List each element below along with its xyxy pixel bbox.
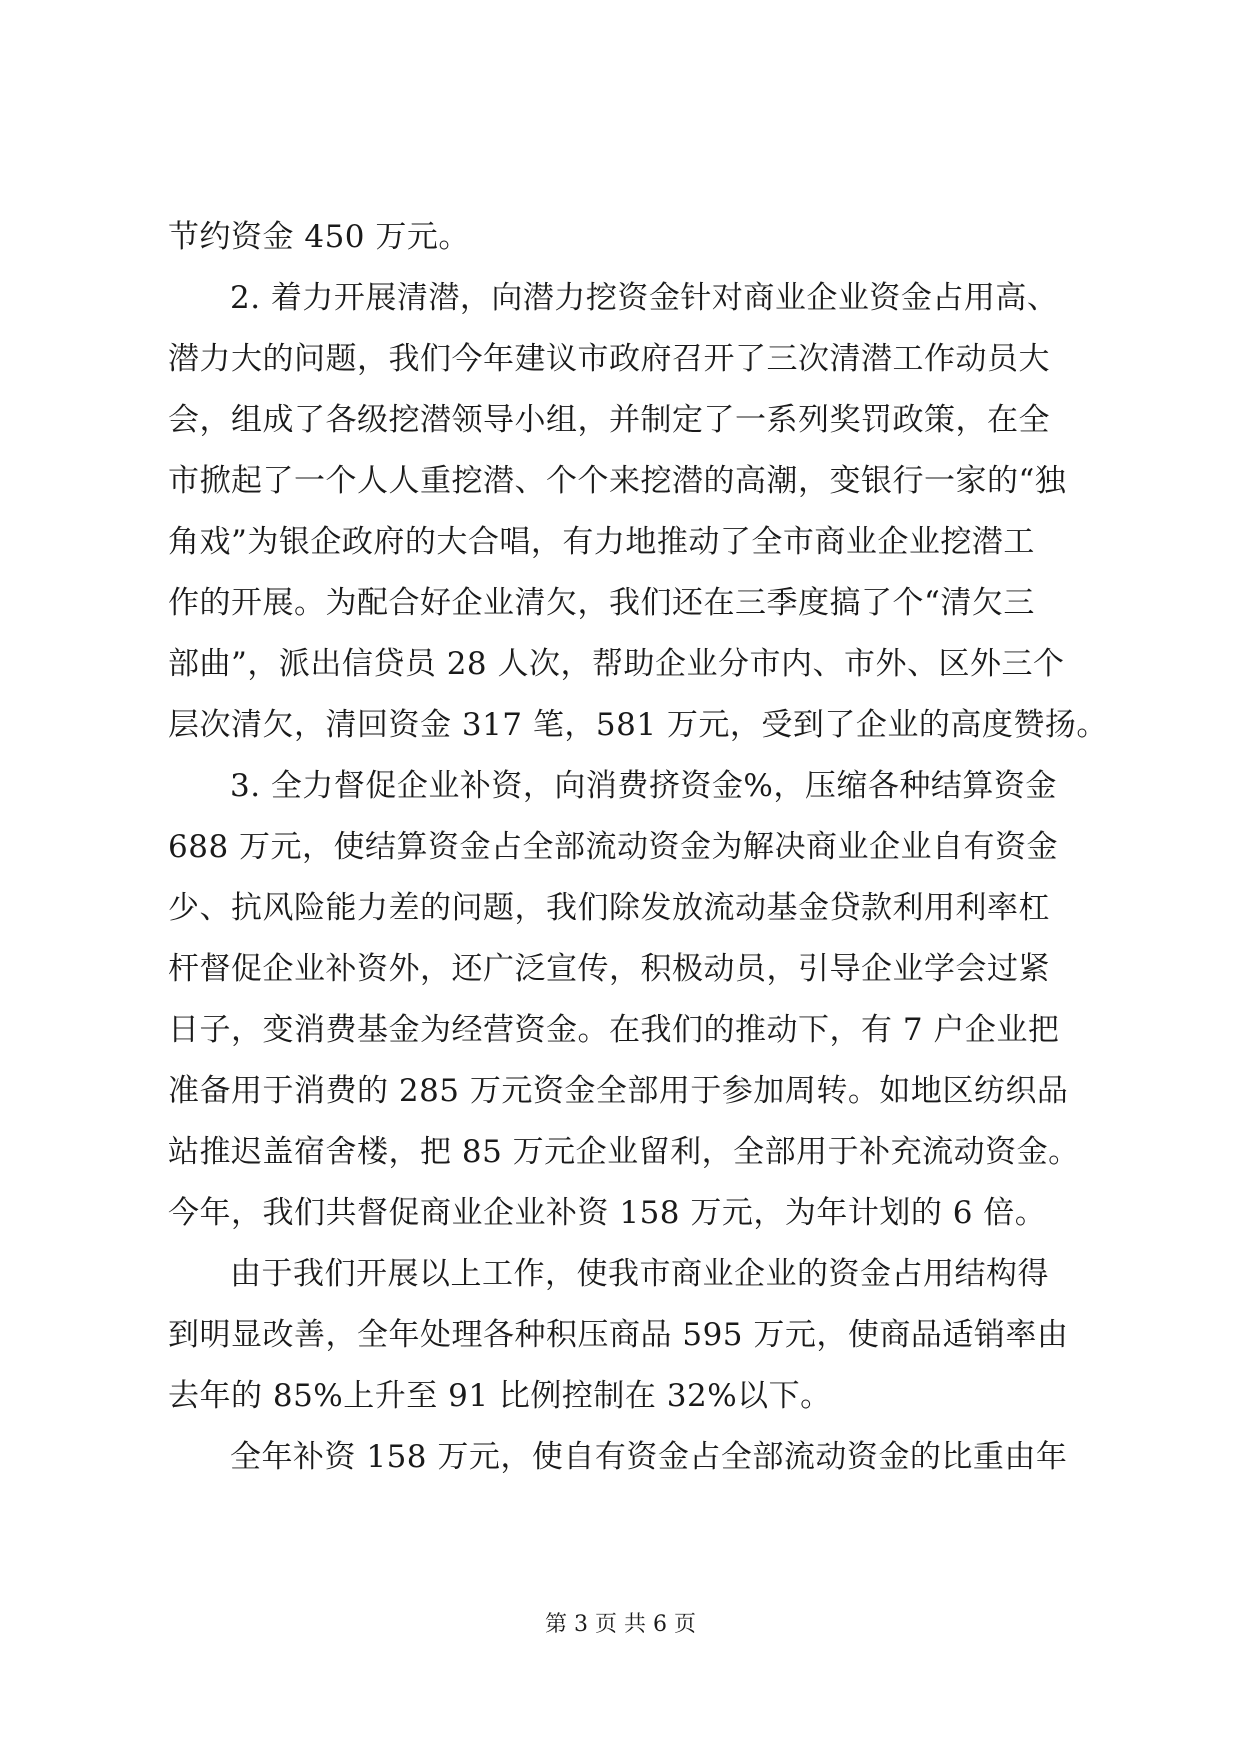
paragraph-line: 日子，变消费基金为经营资金。在我们的推动下，有 7 户企业把 (168, 1012, 1060, 1048)
paragraph-line: 去年的 85%上升至 91 比例控制在 32%以下。 (168, 1378, 832, 1414)
page-number-footer: 第 3 页 共 6 页 (545, 1612, 696, 1637)
paragraph-line: 潜力大的问题，我们今年建议市政府召开了三次清潜工作动员大 (168, 341, 1050, 377)
paragraph-line: 688 万元，使结算资金占全部流动资金为解决商业企业自有资金 (168, 829, 1059, 865)
paragraph-line: 市掀起了一个人人重挖潜、个个来挖潜的高潮，变银行一家的“独 (168, 463, 1067, 499)
paragraph-line: 准备用于消费的 285 万元资金全部用于参加周转。如地区纺织品 (168, 1073, 1069, 1109)
paragraph-line: 角戏”为银企政府的大合唱，有力地推动了全市商业企业挖潜工 (168, 524, 1035, 560)
paragraph-line: 会，组成了各级挖潜领导小组，并制定了一系列奖罚政策，在全 (168, 402, 1050, 438)
paragraph-line: 少、抗风险能力差的问题，我们除发放流动基金贷款利用利率杠 (168, 890, 1050, 926)
paragraph-line: 站推迟盖宿舍楼，把 85 万元企业留利，全部用于补充流动资金。 (168, 1134, 1080, 1170)
paragraph-line: 作的开展。为配合好企业清欠，我们还在三季度搞了个“清欠三 (168, 585, 1035, 621)
paragraph-line: 全年补资 158 万元，使自有资金占全部流动资金的比重由年 (230, 1439, 1068, 1475)
paragraph-line: 由于我们开展以上工作，使我市商业企业的资金占用结构得 (230, 1256, 1049, 1292)
paragraph-line: 今年，我们共督促商业企业补资 158 万元，为年计划的 6 倍。 (168, 1195, 1047, 1231)
paragraph-line: 层次清欠，清回资金 317 笔，581 万元，受到了企业的高度赞扬。 (168, 707, 1108, 743)
paragraph-line: 到明显改善，全年处理各种积压商品 595 万元，使商品适销率由 (168, 1317, 1069, 1353)
paragraph-line: 2. 着力开展清潜，向潜力挖资金针对商业企业资金占用高、 (230, 280, 1059, 316)
paragraph-line: 3. 全力督促企业补资，向消费挤资金%，压缩各种结算资金 (230, 768, 1057, 804)
paragraph-line: 部曲”，派出信贷员 28 人次，帮助企业分市内、市外、区外三个 (168, 646, 1065, 682)
paragraph-line: 杆督促企业补资外，还广泛宣传，积极动员，引导企业学会过紧 (168, 951, 1050, 987)
paragraph-line: 节约资金 450 万元。 (168, 219, 470, 255)
